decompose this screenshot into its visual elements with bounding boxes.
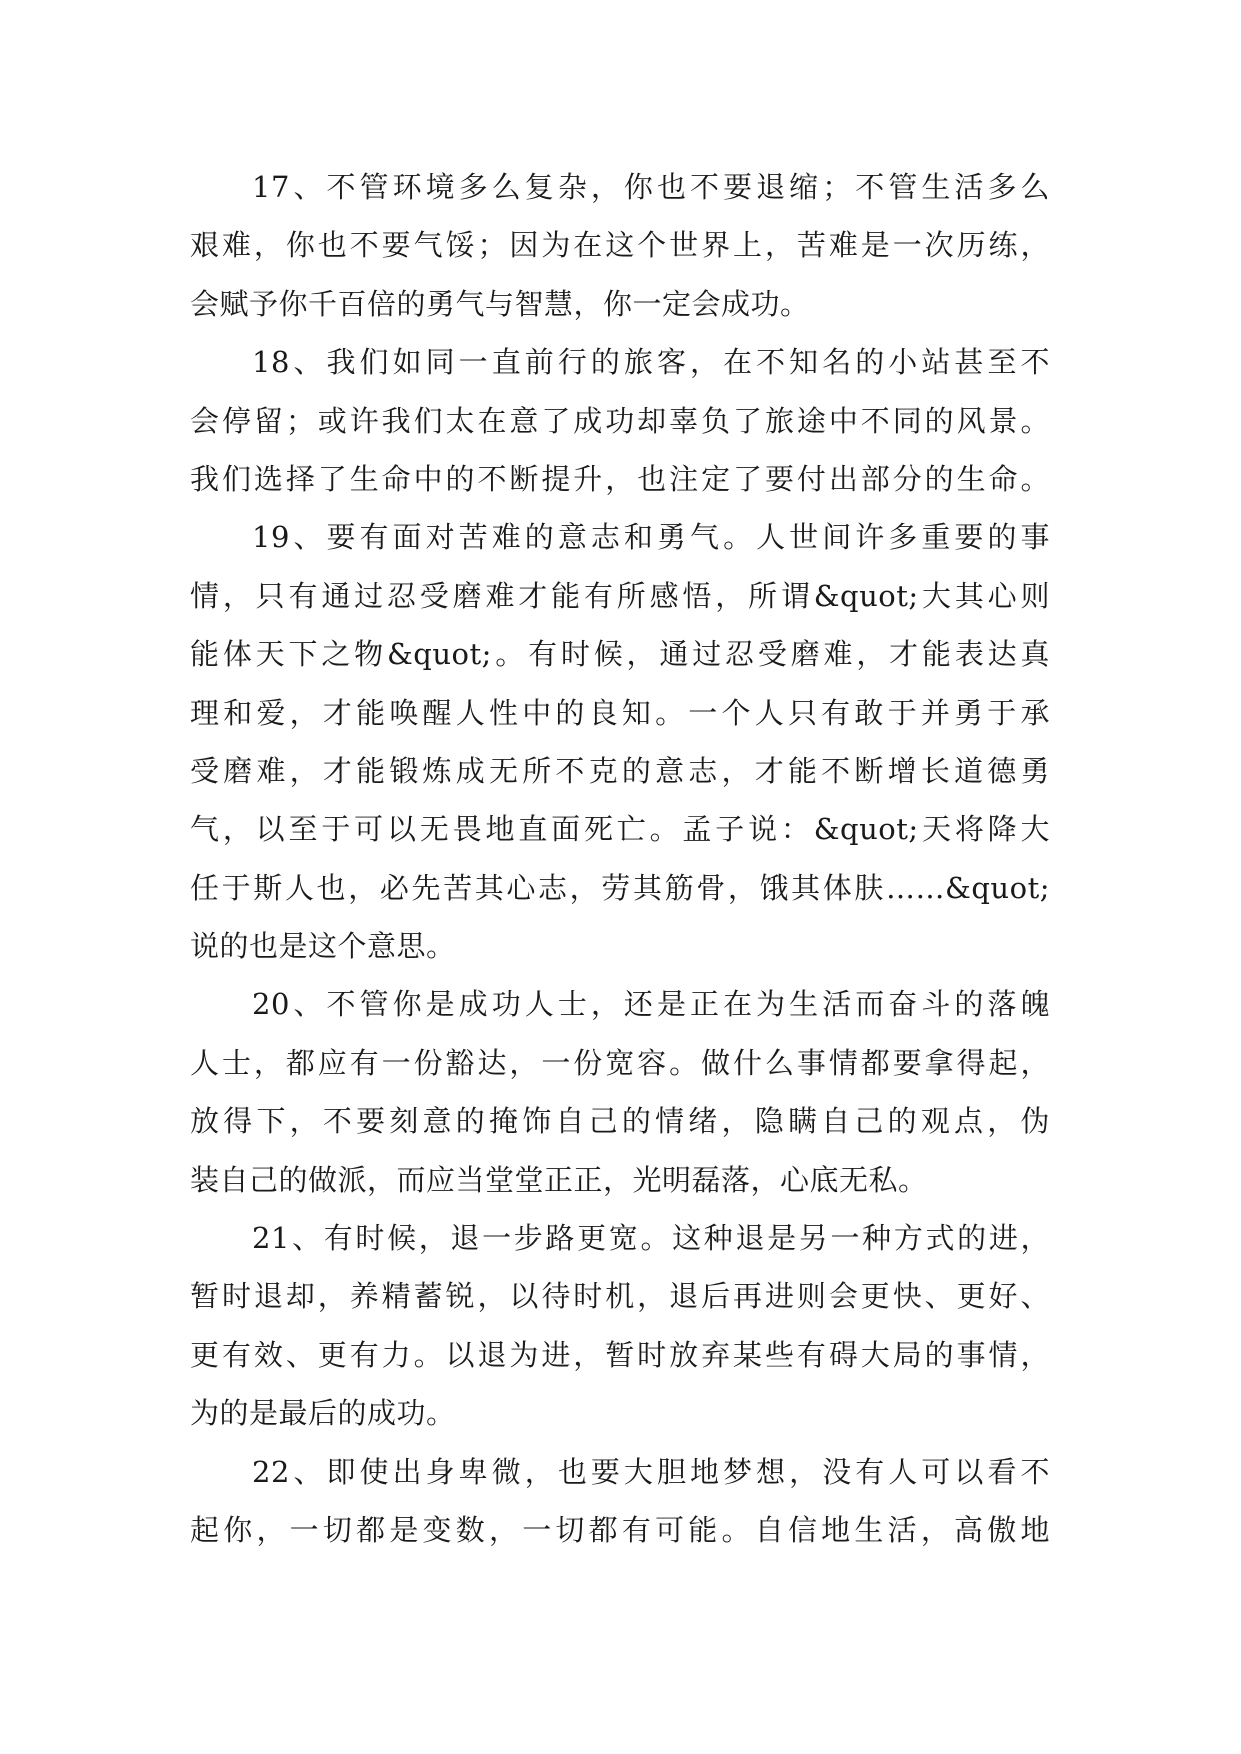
text-line: 艰难，你也不要气馁；因为在这个世界上，苦难是一次历练， [190, 228, 1050, 263]
paragraph-22 [190, 1443, 1050, 1560]
text-line: 装自己的做派，而应当堂堂正正，光明磊落，心底无私。 [190, 1162, 928, 1197]
text-line: 起你，一切都是变数，一切都有可能。自信地生活，高傲地 [190, 1512, 1050, 1547]
text-line: 人士，都应有一份豁达，一份宽容。做什么事情都要拿得起， [190, 1045, 1050, 1080]
text-line: 任于斯人也，必先苦其心志，劳其筋骨，饿其体肤……&quot; [190, 870, 1050, 905]
text-line: 受磨难，才能锻炼成无所不克的意志，才能不断增长道德勇 [190, 753, 1050, 788]
text-line: 会赋予你千百倍的勇气与智慧，你一定会成功。 [190, 286, 810, 321]
text-line: 21、有时候，退一步路更宽。这种退是另一种方式的进， [252, 1221, 1050, 1256]
document-body [190, 158, 1050, 1559]
text-line: 17、不管环境多么复杂，你也不要退缩；不管生活多么 [252, 170, 1050, 204]
text-line: 19、要有面对苦难的意志和勇气。人世间许多重要的事 [252, 520, 1050, 555]
paragraph-21 [190, 1209, 1050, 1443]
text-line: 能体天下之物&quot;。有时候，通过忍受磨难，才能表达真 [190, 637, 1050, 672]
paragraph-18 [190, 333, 1050, 508]
text-line: 会停留；或许我们太在意了成功却辜负了旅途中不同的风景。 [190, 403, 1050, 438]
text-line: 我们选择了生命中的不断提升，也注定了要付出部分的生命。 [190, 461, 1050, 496]
text-line: 气，以至于可以无畏地直面死亡。孟子说：&quot;天将降大 [190, 812, 1050, 847]
text-line: 暂时退却，养精蓄锐，以待时机，退后再进则会更快、更好、 [190, 1279, 1050, 1314]
text-line: 18、我们如同一直前行的旅客，在不知名的小站甚至不 [252, 345, 1050, 380]
text-line: 为的是最后的成功。 [190, 1396, 456, 1431]
paragraph-20 [190, 975, 1050, 1209]
paragraph-19 [190, 508, 1050, 975]
text-line: 理和爱，才能唤醒人性中的良知。一个人只有敢于并勇于承 [190, 695, 1050, 730]
text-line: 更有效、更有力。以退为进，暂时放弃某些有碍大局的事情， [190, 1337, 1050, 1372]
text-line: 情，只有通过忍受磨难才能有所感悟，所谓&quot;大其心则 [190, 578, 1050, 613]
paragraph-17 [190, 158, 1050, 333]
text-line: 说的也是这个意思。 [190, 929, 456, 964]
text-line: 22、即使出身卑微，也要大胆地梦想，没有人可以看不 [252, 1454, 1050, 1489]
text-line: 20、不管你是成功人士，还是正在为生活而奋斗的落魄 [252, 987, 1050, 1022]
text-line: 放得下，不要刻意的掩饰自己的情绪，隐瞒自己的观点，伪 [190, 1104, 1050, 1139]
